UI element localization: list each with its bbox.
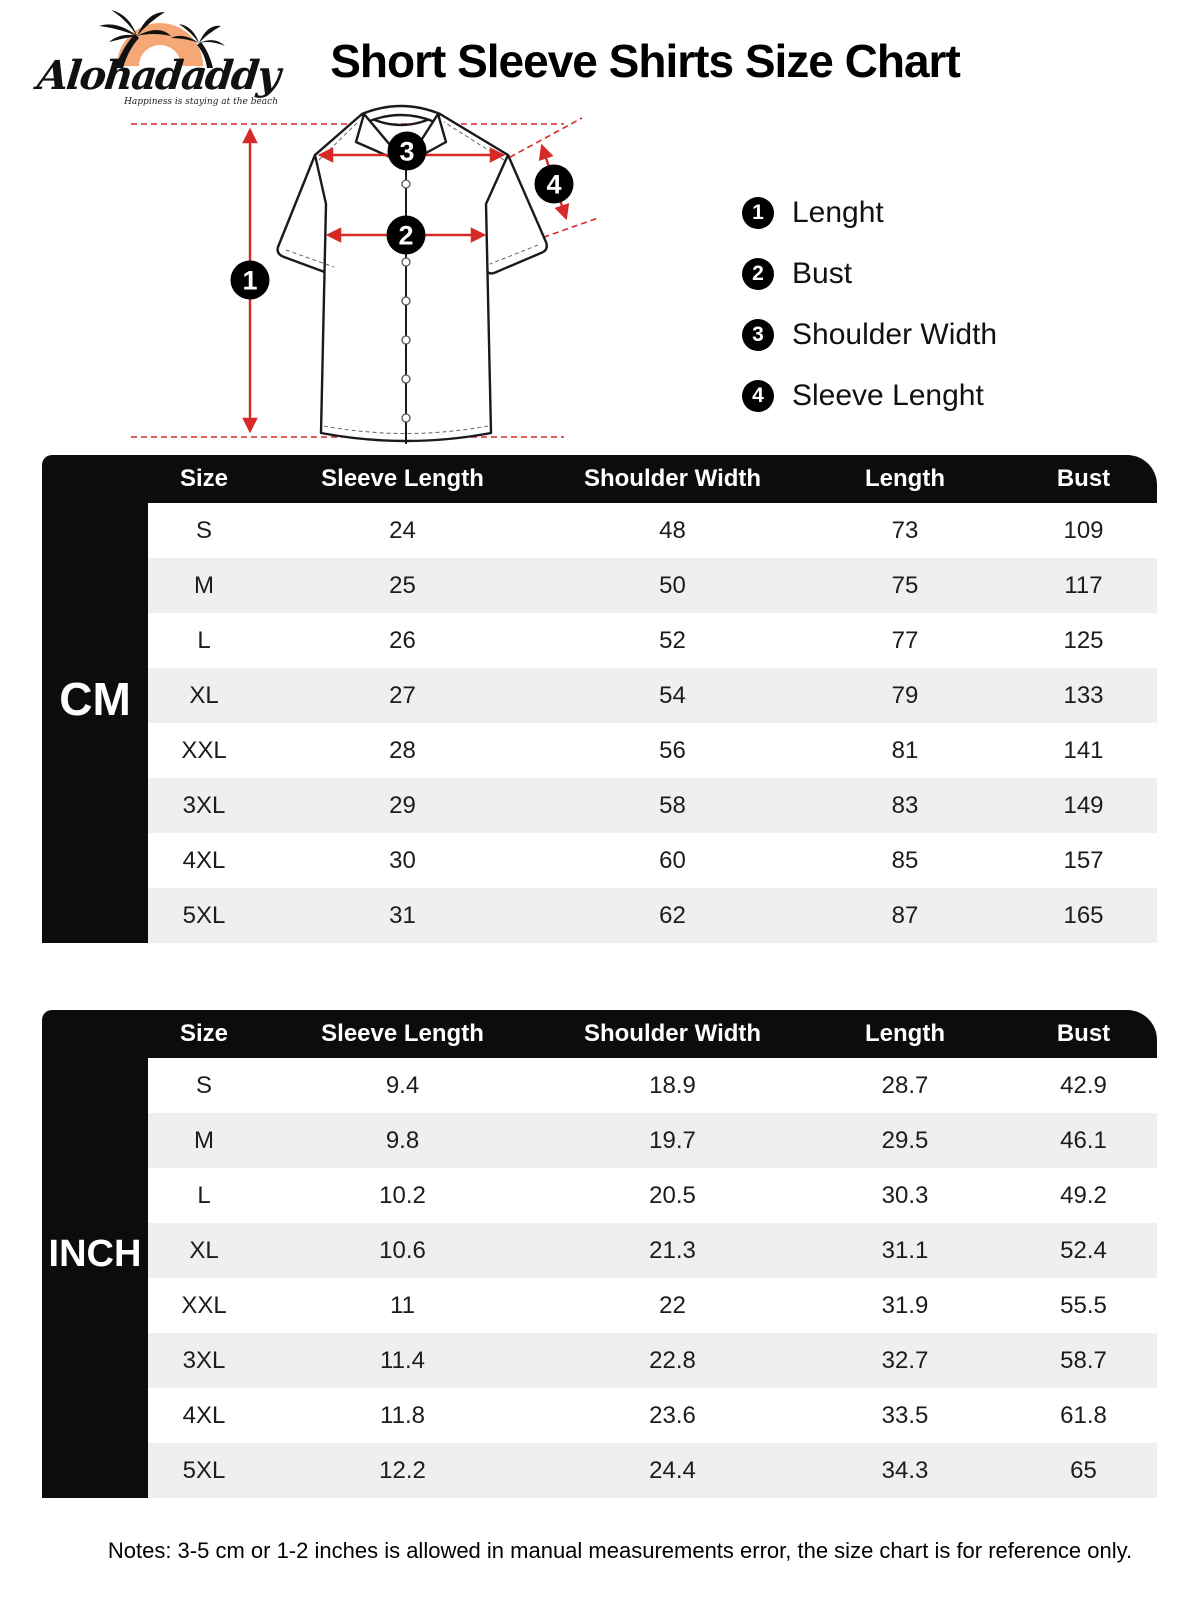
size-cell: 4XL xyxy=(182,1401,226,1429)
value-cell: 19.7 xyxy=(649,1126,696,1154)
value-cell: 9.4 xyxy=(385,1071,420,1099)
value-cell: 22.8 xyxy=(649,1346,696,1374)
measurement-legend xyxy=(742,182,997,426)
value-cell: 52.4 xyxy=(1060,1236,1107,1264)
value-cell: 141 xyxy=(1063,736,1104,764)
size-cell: 3XL xyxy=(182,791,226,819)
value-cell: 55.5 xyxy=(1060,1291,1107,1319)
column-header: Size xyxy=(179,1020,229,1047)
value-cell: 58.7 xyxy=(1060,1346,1107,1374)
column-header: Bust xyxy=(1056,465,1111,492)
table-row xyxy=(148,1168,1157,1223)
table-row xyxy=(148,1333,1157,1388)
table-row xyxy=(148,723,1157,778)
table-body-cm xyxy=(148,503,1157,943)
svg-text:2: 2 xyxy=(398,220,414,251)
value-cell: 24 xyxy=(389,516,416,544)
size-cell: S xyxy=(195,516,212,544)
svg-text:1: 1 xyxy=(242,265,258,296)
value-cell: 54 xyxy=(659,681,686,709)
value-cell: 79 xyxy=(891,681,919,709)
table-row xyxy=(148,1223,1157,1278)
brand-tagline: Happiness is staying at the beach xyxy=(124,97,278,107)
value-cell: 50 xyxy=(659,571,686,599)
value-cell: 31.1 xyxy=(881,1236,929,1264)
column-header: Bust xyxy=(1056,1020,1111,1047)
column-header: Sleeve Length xyxy=(321,1020,484,1047)
size-cell: 4XL xyxy=(182,846,226,874)
table-row xyxy=(148,503,1157,558)
svg-text:4: 4 xyxy=(546,169,562,200)
table-row xyxy=(148,833,1157,888)
value-cell: 61.8 xyxy=(1060,1401,1107,1429)
value-cell: 60 xyxy=(659,846,686,874)
value-cell: 81 xyxy=(891,736,919,764)
value-cell: 21.3 xyxy=(649,1236,696,1264)
value-cell: 46.1 xyxy=(1060,1126,1107,1154)
value-cell: 18.9 xyxy=(649,1071,696,1099)
shirt-diagram xyxy=(118,92,623,454)
value-cell: 48 xyxy=(659,516,686,544)
table-row xyxy=(148,888,1157,943)
value-cell: 87 xyxy=(891,901,919,929)
table-row xyxy=(148,1443,1157,1498)
size-cell: XL xyxy=(189,1236,219,1264)
value-cell: 56 xyxy=(659,736,686,764)
value-cell: 30 xyxy=(389,846,416,874)
table-header-cm xyxy=(148,455,1157,503)
marker-2 xyxy=(387,216,426,255)
value-cell: 31.9 xyxy=(881,1291,929,1319)
table-row xyxy=(148,1058,1157,1113)
value-cell: 117 xyxy=(1064,571,1103,599)
marker-3 xyxy=(388,132,427,171)
legend-item-sleeve-length xyxy=(742,365,997,426)
value-cell: 29 xyxy=(389,791,416,819)
size-table-inch xyxy=(42,1010,1157,1498)
value-cell: 11.4 xyxy=(380,1346,425,1374)
size-cell: L xyxy=(197,626,211,654)
value-cell: 65 xyxy=(1070,1456,1097,1484)
value-cell: 22 xyxy=(659,1291,686,1319)
value-cell: 10.2 xyxy=(379,1181,426,1209)
value-cell: 42.9 xyxy=(1060,1071,1107,1099)
table-header-inch xyxy=(148,1010,1157,1058)
page-title: Short Sleeve Shirts Size Chart xyxy=(330,35,960,87)
value-cell: 34.3 xyxy=(881,1456,929,1484)
table-row xyxy=(148,778,1157,833)
legend-label-1: Lenght xyxy=(792,195,884,229)
value-cell: 109 xyxy=(1063,516,1104,544)
table-row xyxy=(148,668,1157,723)
size-cell: L xyxy=(197,1181,211,1209)
size-cell: 3XL xyxy=(182,1346,226,1374)
value-cell: 25 xyxy=(389,571,416,599)
notes-text: Notes: 3-5 cm or 1-2 inches is allowed in manual measurements error, the size chart is for reference only. xyxy=(107,1538,1133,1563)
table-row xyxy=(148,1388,1157,1443)
legend-badge-1: 1 xyxy=(742,197,774,229)
marker-1 xyxy=(231,261,270,300)
value-cell: 157 xyxy=(1063,846,1104,874)
value-cell: 31 xyxy=(389,901,416,929)
value-cell: 83 xyxy=(891,791,919,819)
table-body-inch xyxy=(148,1058,1157,1498)
shirt-collar-band xyxy=(362,106,440,122)
legend-label-2: Bust xyxy=(792,256,853,290)
value-cell: 20.5 xyxy=(649,1181,696,1209)
size-cell: XL xyxy=(189,681,219,709)
value-cell: 73 xyxy=(891,516,919,544)
column-header: Shoulder Width xyxy=(583,1020,762,1047)
value-cell: 10.6 xyxy=(379,1236,426,1264)
size-cell: M xyxy=(194,571,214,599)
value-cell: 28.7 xyxy=(881,1071,929,1099)
legend-item-bust xyxy=(742,243,997,304)
value-cell: 77 xyxy=(891,626,919,654)
value-cell: 165 xyxy=(1063,901,1104,929)
value-cell: 52 xyxy=(659,626,686,654)
column-header: Sleeve Length xyxy=(321,465,484,492)
value-cell: 75 xyxy=(891,571,919,599)
legend-item-shoulder-width xyxy=(742,304,997,365)
size-cell: S xyxy=(195,1071,212,1099)
legend-badge-4: 4 xyxy=(742,380,774,412)
size-cell: 5XL xyxy=(182,901,226,929)
value-cell: 12.2 xyxy=(379,1456,426,1484)
value-cell: 11.8 xyxy=(380,1401,425,1429)
unit-label-inch: INCH xyxy=(48,1232,142,1275)
column-header: Length xyxy=(865,465,945,492)
legend-label-3: Shoulder Width xyxy=(792,317,998,351)
value-cell: 11 xyxy=(390,1291,415,1319)
legend-label-4: Sleeve Lenght xyxy=(792,378,984,412)
value-cell: 149 xyxy=(1063,791,1104,819)
value-cell: 28 xyxy=(389,736,416,764)
svg-text:3: 3 xyxy=(399,136,415,167)
value-cell: 125 xyxy=(1063,626,1104,654)
table-row xyxy=(148,613,1157,668)
value-cell: 29.5 xyxy=(881,1126,929,1154)
value-cell: 58 xyxy=(659,791,686,819)
brand-name: Alohadaddy xyxy=(35,52,282,99)
value-cell: 23.6 xyxy=(649,1401,696,1429)
column-header: Length xyxy=(865,1020,945,1047)
column-header: Size xyxy=(179,465,229,492)
value-cell: 85 xyxy=(891,846,919,874)
value-cell: 133 xyxy=(1063,681,1104,709)
table-row xyxy=(148,1113,1157,1168)
size-table-cm xyxy=(42,455,1157,943)
value-cell: 33.5 xyxy=(881,1401,929,1429)
table-row xyxy=(148,1278,1157,1333)
value-cell: 49.2 xyxy=(1060,1181,1107,1209)
size-cell: XXL xyxy=(181,1291,227,1319)
legend-badge-3: 3 xyxy=(742,319,774,351)
column-header: Shoulder Width xyxy=(583,465,762,492)
size-cell: 5XL xyxy=(182,1456,226,1484)
value-cell: 24.4 xyxy=(649,1456,696,1484)
legend-item-length xyxy=(742,182,997,243)
value-cell: 32.7 xyxy=(881,1346,929,1374)
legend-badge-2: 2 xyxy=(742,258,774,290)
value-cell: 62 xyxy=(659,901,686,929)
marker-4 xyxy=(535,165,574,204)
size-cell: XXL xyxy=(181,736,227,764)
table-row xyxy=(148,558,1157,613)
size-cell: M xyxy=(194,1126,214,1154)
value-cell: 27 xyxy=(389,681,416,709)
value-cell: 26 xyxy=(389,626,416,654)
value-cell: 30.3 xyxy=(881,1181,929,1209)
unit-label-cm: CM xyxy=(59,673,131,725)
value-cell: 9.8 xyxy=(385,1126,420,1154)
